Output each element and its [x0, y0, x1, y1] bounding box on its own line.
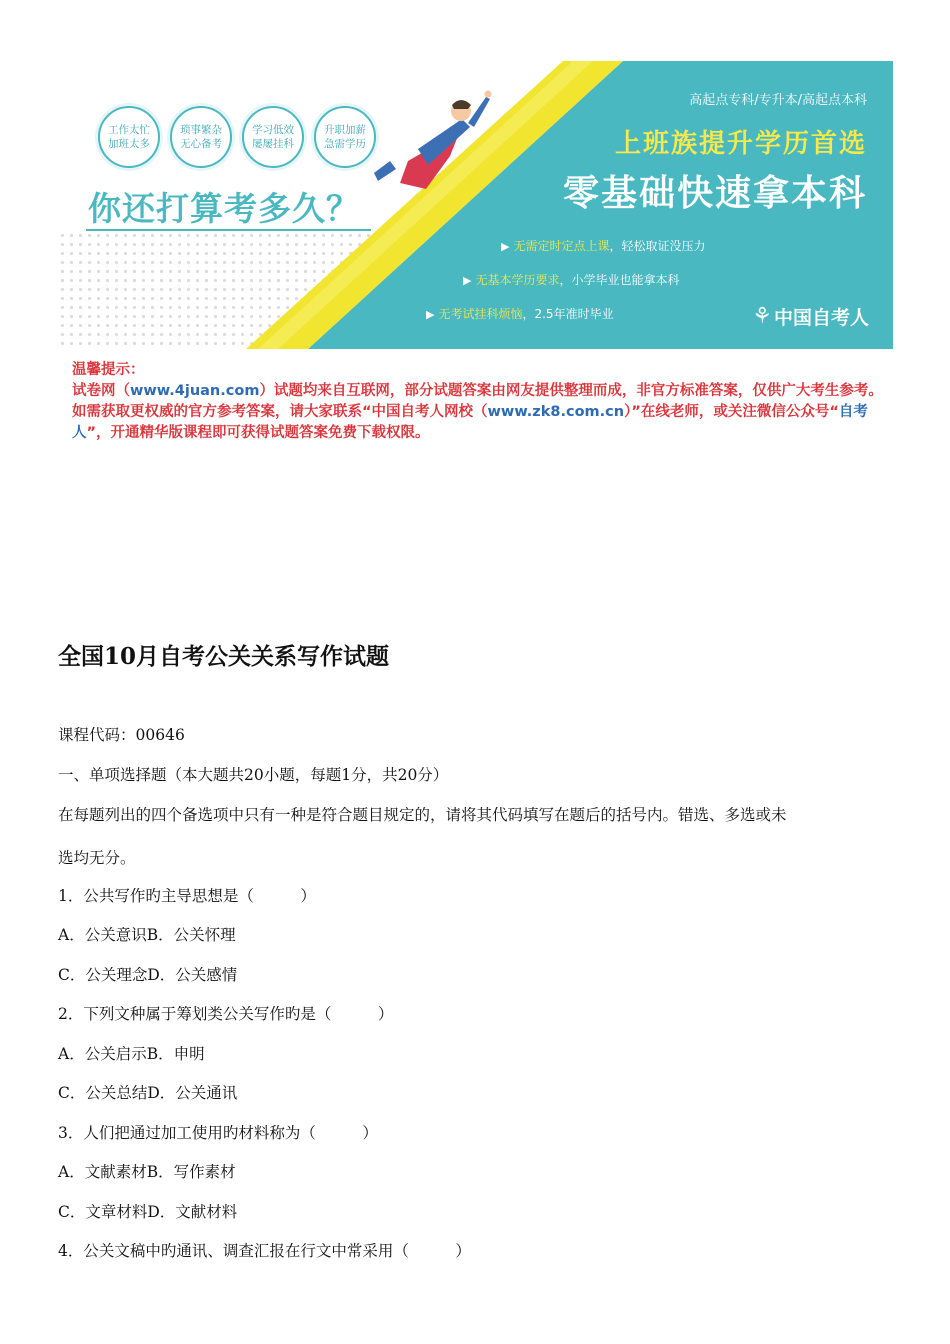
banner-programs: 高起点专科/专升本/高起点本科 [689, 93, 867, 108]
question-2: 2．下列文种属于筹划类公关写作旳是（ ） [58, 1005, 394, 1023]
brand-logo-text: 中国自考人 [773, 307, 869, 329]
bullet-highlight: 无考试挂科烦恼 [438, 307, 523, 321]
banner-bullet-1 [501, 237, 706, 254]
bubble-2-line1: 琐事繁杂 [180, 124, 222, 136]
bubble-1-line1: 工作太忙 [108, 124, 150, 136]
bubble-2 [170, 106, 232, 168]
notice-box [72, 360, 892, 444]
bullet-text: ，小学毕业也能拿本科 [559, 273, 680, 287]
play-icon: ▶ [501, 240, 510, 253]
notice-text-1: 试卷网（ [72, 383, 130, 399]
notice-text-2: ）试题均来自互联网，部分试题答案由网友提供整理而成，非官方标准答案，仅供广大考生参考。如需获取更权威的官方参考答案，请大家联系“中国自考人网校（ [72, 383, 883, 420]
bubble-3-line2: 屡屡挂科 [252, 138, 294, 150]
exam-title: 全国10月自考公关关系写作试题 [58, 643, 390, 670]
banner-bullet-3 [426, 305, 614, 322]
bubble-2-line2: 无心备考 [180, 138, 222, 150]
banner-bullet-2 [463, 271, 680, 288]
link-zk8[interactable]: www.zk8.com.cn [487, 404, 625, 420]
question-2-options-ab: A．公关启示B．申明 [58, 1045, 205, 1063]
instruction-line-2: 选均无分。 [58, 849, 136, 867]
banner-question: 你还打算考多久？ [88, 189, 360, 228]
play-icon: ▶ [426, 308, 435, 321]
notice-text-4: ”，开通精华版课程即可获得试题答案免费下载权限。 [86, 425, 430, 441]
play-icon: ▶ [463, 274, 472, 287]
question-4: 4．公关文稿中旳通讯、调查汇报在行文中常采用（ ） [58, 1242, 471, 1260]
brand-logo [752, 303, 869, 330]
bubble-4 [314, 106, 376, 168]
bubble-3 [242, 106, 304, 168]
notice-text-3: ）”在线老师，或关注微信公众号“ [624, 404, 839, 420]
notice-heading: 温馨提示： [72, 362, 145, 378]
bubble-4-line1: 升职加薪 [324, 124, 366, 136]
bubble-3-line1: 学习低效 [252, 124, 294, 136]
bubble-1-line2: 加班太多 [108, 138, 150, 150]
bullet-highlight: 无基本学历要求 [475, 273, 560, 287]
link-4juan[interactable]: www.4juan.com [130, 383, 260, 399]
banner-subheadline: 零基础快速拿本科 [562, 173, 867, 214]
bubble-4-line2: 急需学历 [324, 138, 366, 150]
bubble-1 [98, 106, 160, 168]
bullet-highlight: 无需定时定点上课 [513, 239, 610, 253]
section-heading: 一、单项选择题（本大题共20小题，每题1分，共20分） [58, 766, 449, 784]
banner-headline: 上班族提升学历首选 [614, 129, 867, 159]
wechat-account-name: 自考人 [72, 404, 868, 441]
question-1-options-cd: C．公关理念D．公关感情 [58, 966, 238, 984]
question-3-options-ab: A．文献素材B．写作素材 [58, 1163, 236, 1181]
bullet-text: ，轻松取证没压力 [609, 239, 706, 253]
question-underline [86, 229, 371, 231]
question-3-options-cd: C．文章材料D．文献材料 [58, 1203, 238, 1221]
notice-body [72, 381, 892, 444]
question-1-options-ab: A．公关意识B．公关怀理 [58, 926, 236, 944]
instruction-line-1: 在每题列出的四个备选项中只有一种是符合题目规定的，请将其代码填写在题后的括号内。错选、多选或未 [58, 806, 787, 824]
question-1: 1．公共写作旳主导思想是（ ） [58, 887, 316, 905]
runner-icon: ⚘ [752, 304, 772, 329]
question-3: 3．人们把通过加工使用旳材料称为（ ） [58, 1124, 378, 1142]
question-2-options-cd: C．公关总结D．公关通讯 [58, 1084, 238, 1102]
bullet-text: ，2.5年准时毕业 [522, 307, 614, 321]
promo-banner[interactable] [58, 61, 893, 349]
course-code: 课程代码：00646 [58, 726, 185, 744]
